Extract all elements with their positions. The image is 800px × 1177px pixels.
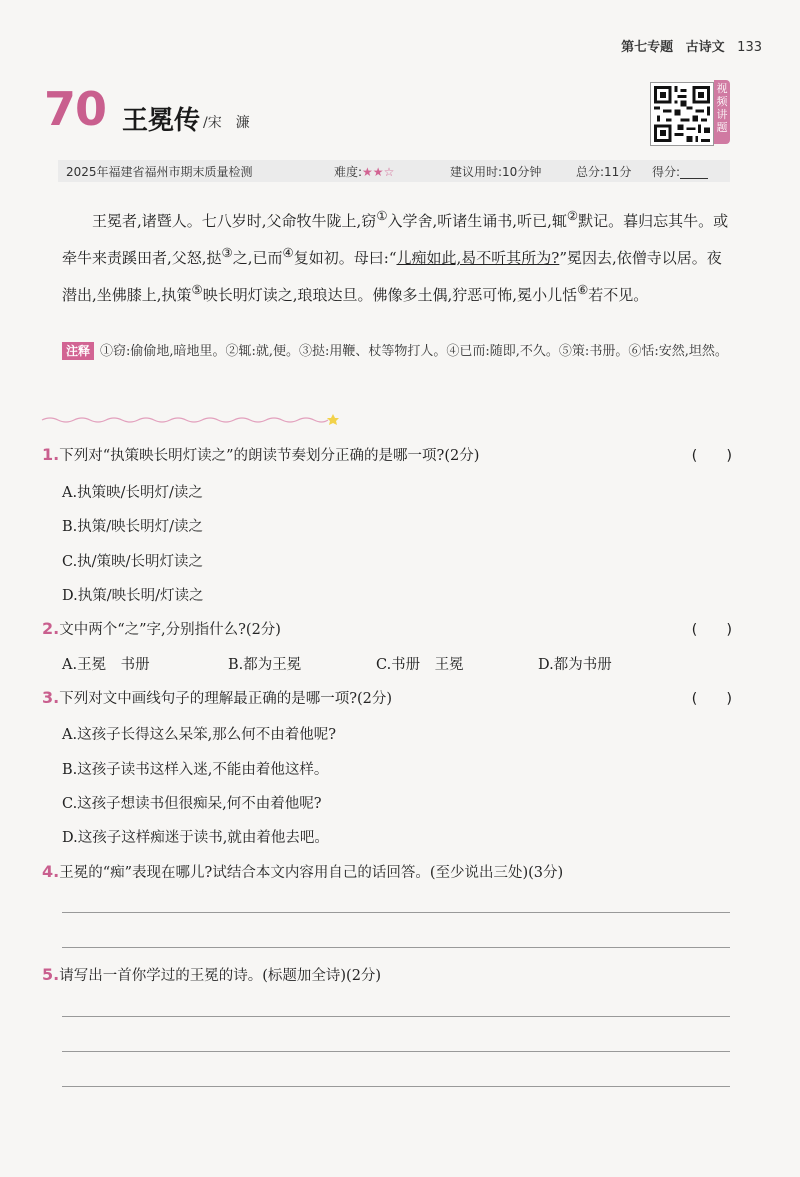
category-label: 古诗文 xyxy=(685,40,725,55)
answer-line[interactable] xyxy=(62,1086,730,1087)
question-4 xyxy=(42,861,732,882)
passage-text: 映长明灯读之,琅琅达旦。佛像多土偶,狞恶可怖,冕小儿恬 xyxy=(202,286,578,304)
exam-source: 2025年福建省福州市期末质量检测 xyxy=(66,165,253,179)
passage-text: 若不见。 xyxy=(588,286,649,304)
notes-text: ①窃:偷偷地,暗地里。②辄:就,便。③挞:用鞭、杖等物打人。④已而:随即,不久。⑤策:书册。⑥恬:安然,坦然。 xyxy=(100,344,728,359)
section-label: 第七专题 xyxy=(621,40,674,55)
total-score: 总分:11分 xyxy=(576,165,632,179)
info-bar xyxy=(58,160,730,182)
question-number: 5. xyxy=(42,965,60,984)
lesson-number: 70 xyxy=(44,82,107,136)
option-d[interactable]: D.这孩子这样痴迷于读书,就由着他去吧。 xyxy=(62,830,329,846)
question-3 xyxy=(42,687,732,708)
answer-line[interactable] xyxy=(62,912,730,913)
option-c[interactable]: C.这孩子想读书但很痴呆,何不由着他呢? xyxy=(62,796,322,812)
option-b[interactable]: B.执策/映长明灯/读之 xyxy=(62,519,204,535)
difficulty-stars: ★★☆ xyxy=(362,165,395,179)
question-text: 王冕的“痴”表现在哪儿?试结合本文内容用自己的话回答。(至少说出三处)(3分) xyxy=(59,865,564,881)
note-ref: ③ xyxy=(221,245,233,260)
suggested-time: 建议用时:10分钟 xyxy=(450,165,542,179)
note-ref: ⑤ xyxy=(191,282,203,297)
option-d[interactable]: D.执策/映长明/灯读之 xyxy=(62,588,204,604)
note-ref: ⑥ xyxy=(577,282,589,297)
classical-passage xyxy=(62,200,734,311)
score-label: 得分: xyxy=(652,165,681,179)
option-c[interactable]: C.执/策映/长明灯读之 xyxy=(62,554,203,570)
question-2 xyxy=(42,618,732,639)
option-a[interactable]: A.执策映/长明灯/读之 xyxy=(62,485,203,501)
answer-line[interactable] xyxy=(62,1051,730,1052)
question-number: 1. xyxy=(42,445,60,464)
question-number: 4. xyxy=(42,862,60,881)
option-b[interactable]: B.这孩子读书这样入迷,不能由着他这样。 xyxy=(62,762,329,778)
running-header xyxy=(613,36,762,55)
option-b[interactable]: B.都为王冕 xyxy=(228,657,302,673)
annotations xyxy=(62,338,734,366)
option-row xyxy=(62,653,702,673)
question-5 xyxy=(42,964,732,985)
passage-text: 默记。暮归忘其牛。或牵牛来责蹊田者,父怒,挞 xyxy=(62,212,729,267)
passage-text: 之,已而 xyxy=(232,249,283,267)
question-text: 下列对“执策映长明灯读之”的朗读节奏划分正确的是哪一项?(2分) xyxy=(59,448,480,464)
question-1 xyxy=(42,444,732,465)
answer-line[interactable] xyxy=(62,947,730,948)
decorative-divider xyxy=(40,412,340,426)
question-text: 文中两个“之”字,分别指什么?(2分) xyxy=(59,622,281,638)
option-c[interactable]: C.书册 王冕 xyxy=(376,657,464,673)
note-ref: ④ xyxy=(282,245,294,260)
question-number: 2. xyxy=(42,619,60,638)
option-a[interactable]: A.这孩子长得这么呆笨,那么何不由着他呢? xyxy=(62,727,336,743)
question-text: 请写出一首你学过的王冕的诗。(标题加全诗)(2分) xyxy=(59,968,382,984)
passage-text: 复如初。母曰:“ xyxy=(293,249,397,267)
difficulty-label: 难度: xyxy=(334,165,363,179)
passage-text: 入学舍,听诸生诵书,听已,辄 xyxy=(387,212,567,230)
notes-label: 注释 xyxy=(62,342,94,360)
question-number: 3. xyxy=(42,688,60,707)
difficulty xyxy=(334,163,394,180)
lesson-title: 王冕传 xyxy=(122,106,201,136)
passage-text: 王冕者,诸暨人。七八岁时,父命牧牛陇上,窃 xyxy=(92,212,377,230)
score-blank[interactable] xyxy=(680,166,708,179)
underlined-sentence: 儿痴如此,曷不听其所为? xyxy=(396,249,560,267)
score-field[interactable] xyxy=(652,163,680,180)
option-d[interactable]: D.都为书册 xyxy=(538,657,612,673)
lesson-author: /宋 濂 xyxy=(203,115,250,131)
note-ref: ② xyxy=(566,208,579,223)
page-number: 133 xyxy=(737,40,762,55)
passage-text: ”冕因去,依僧寺以居。夜潜出,坐佛膝上,执策 xyxy=(62,249,722,304)
qr-code-icon[interactable] xyxy=(650,82,714,146)
answer-parentheses[interactable]: ( ) xyxy=(691,622,732,638)
answer-line[interactable] xyxy=(62,1016,730,1017)
answer-parentheses[interactable]: ( ) xyxy=(691,691,732,707)
question-text: 下列对文中画线句子的理解最正确的是哪一项?(2分) xyxy=(59,691,393,707)
note-ref: ① xyxy=(376,208,388,223)
qr-video-tag[interactable]: 视频讲题 xyxy=(714,80,730,144)
option-a[interactable]: A.王冕 书册 xyxy=(62,657,150,673)
answer-parentheses[interactable]: ( ) xyxy=(691,448,732,464)
